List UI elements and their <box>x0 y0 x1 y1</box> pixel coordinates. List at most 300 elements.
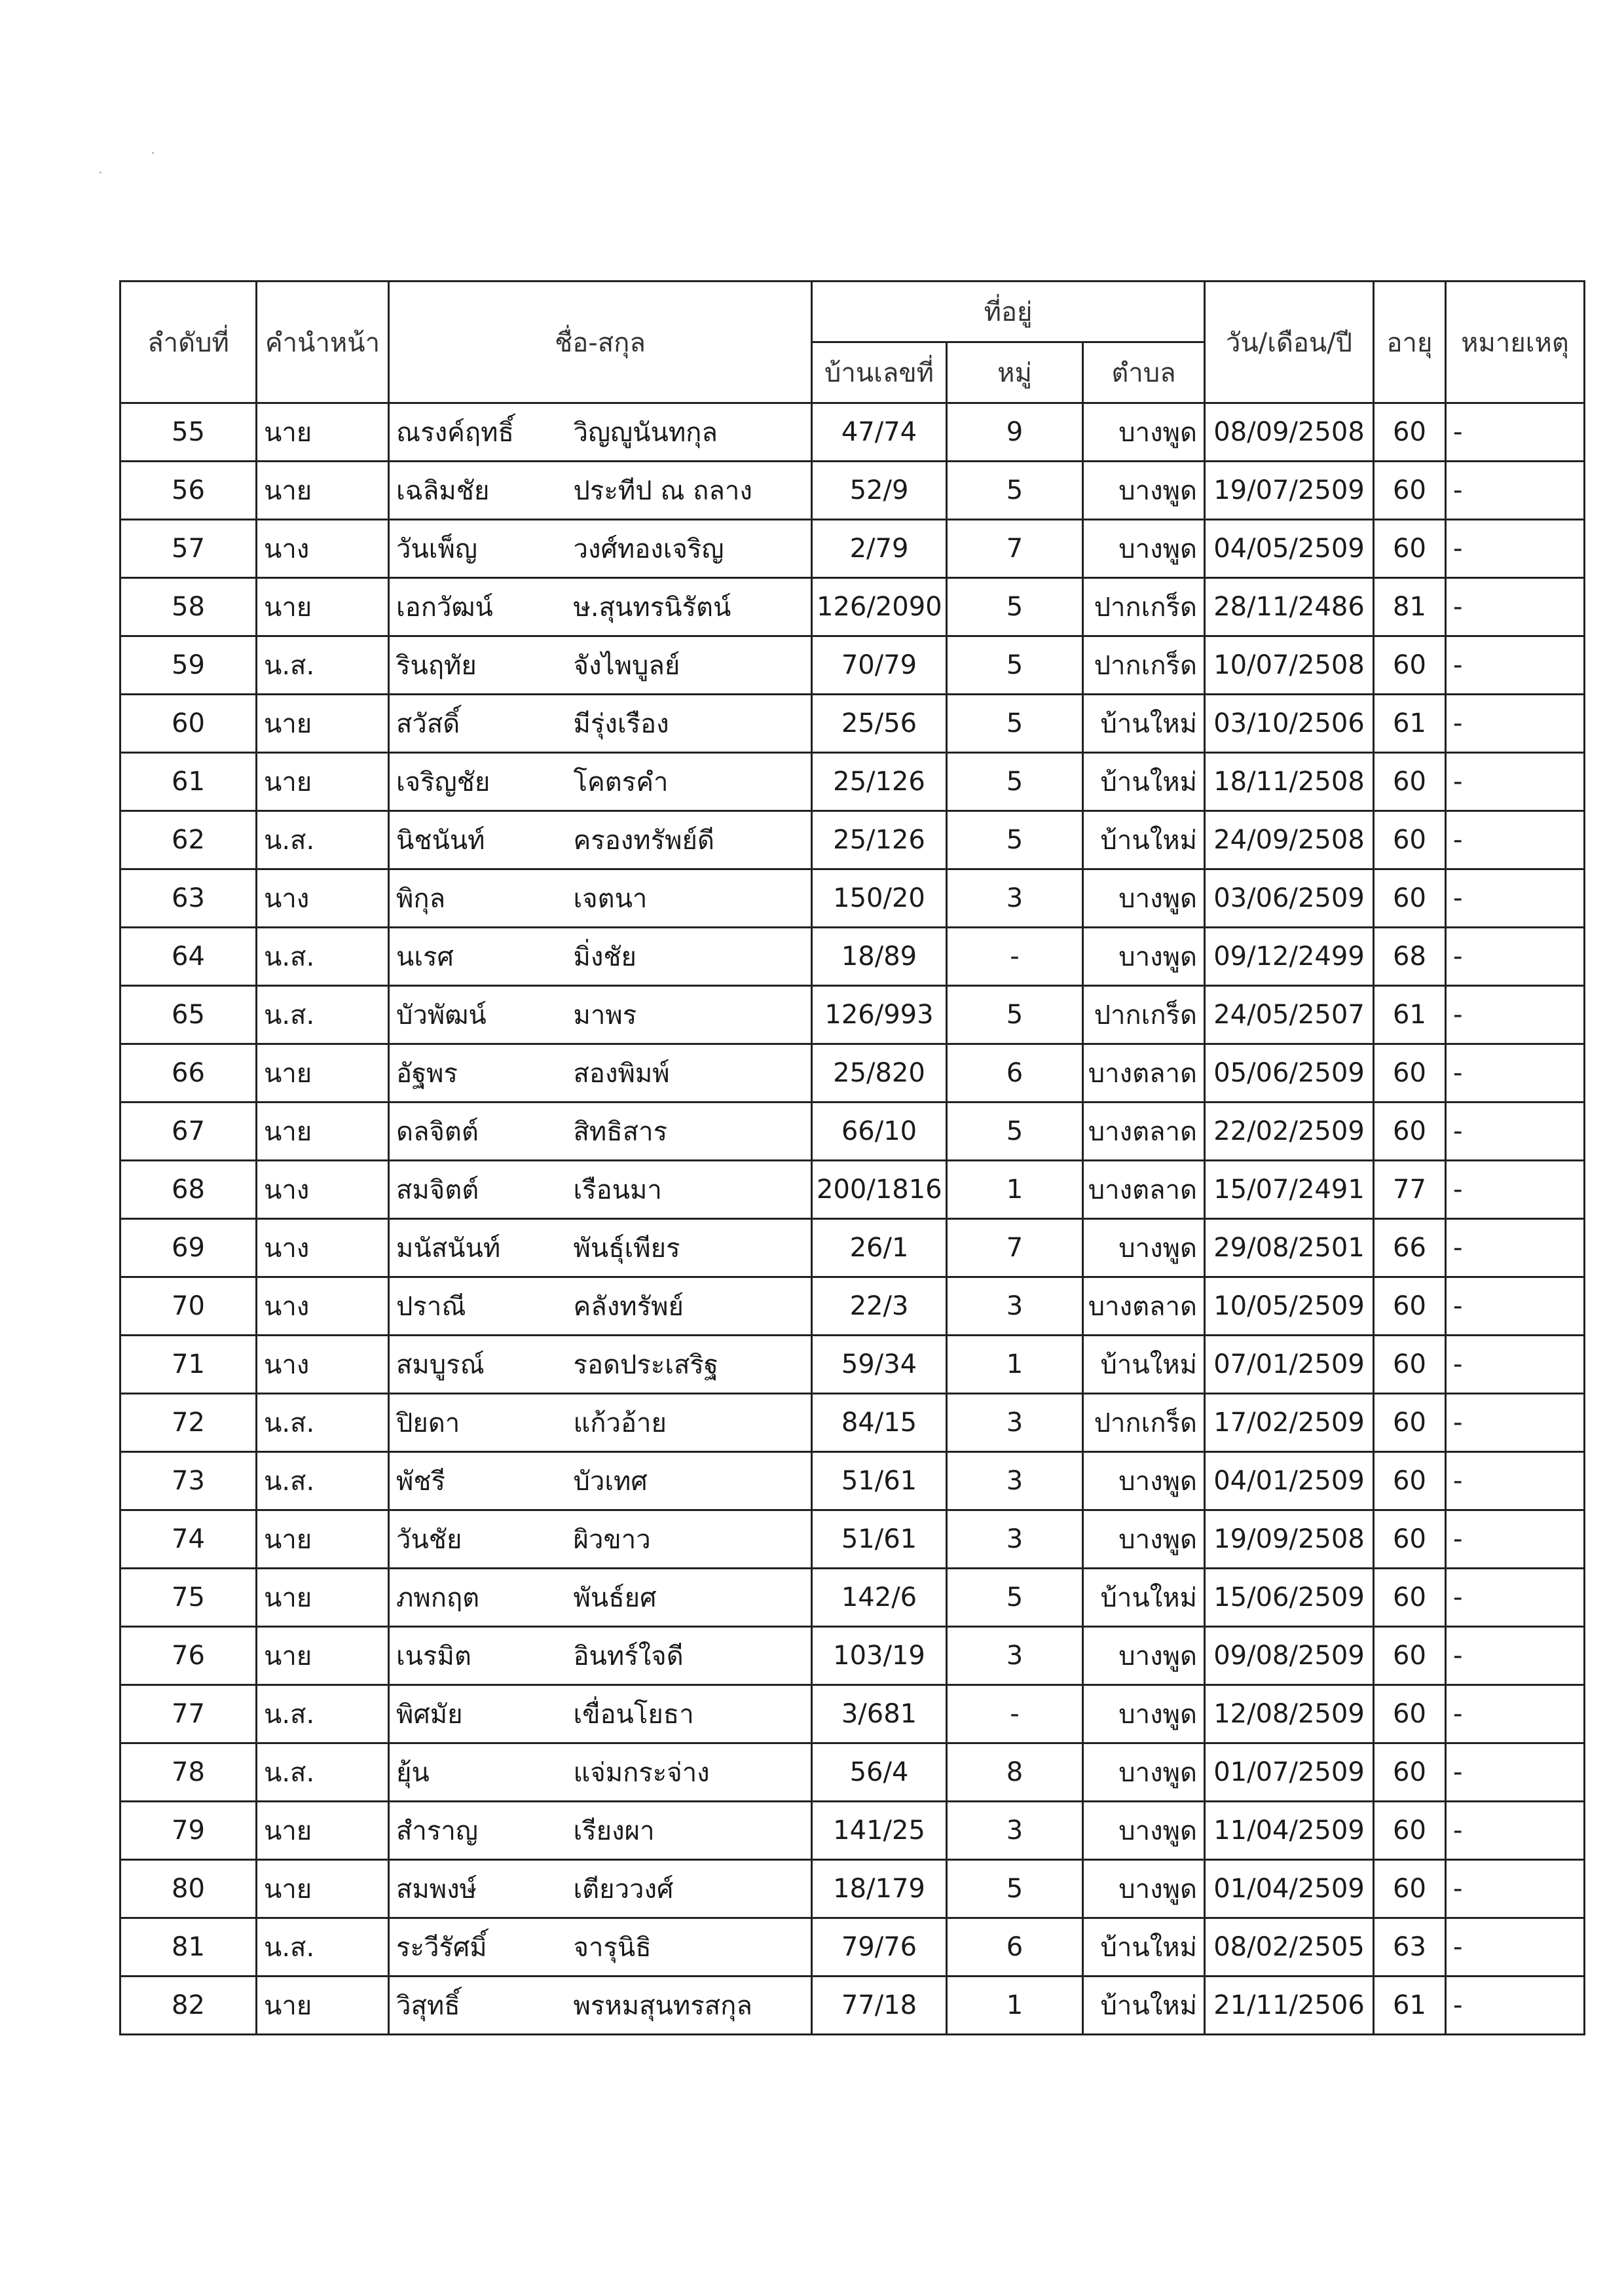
cell-remark: - <box>1446 1977 1585 2035</box>
cell-moo: 3 <box>947 1394 1083 1452</box>
cell-no: 56 <box>120 462 257 520</box>
cell-house-no: 25/56 <box>812 695 947 753</box>
cell-dob: 15/06/2509 <box>1205 1569 1374 1627</box>
cell-first-name: อัฐพร <box>389 1044 567 1102</box>
cell-age: 60 <box>1374 1860 1446 1918</box>
cell-title: นาย <box>257 1627 389 1685</box>
cell-last-name: ผิวขาว <box>567 1510 812 1569</box>
cell-moo: 3 <box>947 1802 1083 1860</box>
cell-house-no: 22/3 <box>812 1277 947 1336</box>
cell-no: 77 <box>120 1685 257 1743</box>
cell-first-name: ยุ้น <box>389 1743 567 1802</box>
cell-moo: 5 <box>947 1102 1083 1161</box>
cell-last-name: ษ.สุนทรนิรัตน์ <box>567 578 812 636</box>
cell-tambon: บ้านใหม่ <box>1083 1918 1205 1977</box>
table-row <box>120 1569 1585 1627</box>
table-row <box>120 636 1585 695</box>
cell-moo: 6 <box>947 1918 1083 1977</box>
cell-last-name: วิญญูนันทกุล <box>567 403 812 462</box>
cell-title: น.ส. <box>257 986 389 1044</box>
cell-first-name: สมบูรณ์ <box>389 1336 567 1394</box>
cell-moo: 3 <box>947 1452 1083 1510</box>
cell-dob: 19/07/2509 <box>1205 462 1374 520</box>
cell-tambon: ปากเกร็ด <box>1083 986 1205 1044</box>
cell-house-no: 77/18 <box>812 1977 947 2035</box>
cell-age: 60 <box>1374 1569 1446 1627</box>
cell-dob: 12/08/2509 <box>1205 1685 1374 1743</box>
cell-no: 72 <box>120 1394 257 1452</box>
cell-last-name: แจ่มกระจ่าง <box>567 1743 812 1802</box>
cell-last-name: แก้วอ้าย <box>567 1394 812 1452</box>
cell-dob: 01/07/2509 <box>1205 1743 1374 1802</box>
header-address: ที่อยู่ <box>812 282 1205 342</box>
cell-remark: - <box>1446 1044 1585 1102</box>
cell-tambon: ปากเกร็ด <box>1083 578 1205 636</box>
cell-no: 70 <box>120 1277 257 1336</box>
cell-no: 73 <box>120 1452 257 1510</box>
cell-house-no: 84/15 <box>812 1394 947 1452</box>
cell-moo: 1 <box>947 1977 1083 2035</box>
cell-dob: 18/11/2508 <box>1205 753 1374 811</box>
cell-tambon: บางพูด <box>1083 1510 1205 1569</box>
cell-title: นาย <box>257 578 389 636</box>
cell-last-name: มิ่งชัย <box>567 928 812 986</box>
cell-last-name: เขื่อนโยธา <box>567 1685 812 1743</box>
cell-no: 74 <box>120 1510 257 1569</box>
cell-no: 57 <box>120 520 257 578</box>
cell-no: 59 <box>120 636 257 695</box>
table-row <box>120 1510 1585 1569</box>
table-row <box>120 1627 1585 1685</box>
cell-first-name: ปิยดา <box>389 1394 567 1452</box>
cell-remark: - <box>1446 695 1585 753</box>
cell-moo: 5 <box>947 986 1083 1044</box>
cell-last-name: จังไพบูลย์ <box>567 636 812 695</box>
cell-remark: - <box>1446 462 1585 520</box>
cell-no: 55 <box>120 403 257 462</box>
cell-dob: 28/11/2486 <box>1205 578 1374 636</box>
cell-first-name: เอกวัฒน์ <box>389 578 567 636</box>
cell-house-no: 126/993 <box>812 986 947 1044</box>
cell-age: 60 <box>1374 1510 1446 1569</box>
cell-age: 61 <box>1374 1977 1446 2035</box>
cell-house-no: 141/25 <box>812 1802 947 1860</box>
cell-age: 60 <box>1374 1336 1446 1394</box>
cell-dob: 07/01/2509 <box>1205 1336 1374 1394</box>
cell-last-name: สองพิมพ์ <box>567 1044 812 1102</box>
cell-remark: - <box>1446 986 1585 1044</box>
cell-remark: - <box>1446 1161 1585 1219</box>
cell-title: น.ส. <box>257 928 389 986</box>
table-row <box>120 520 1585 578</box>
cell-no: 61 <box>120 753 257 811</box>
cell-last-name: รอดประเสริฐ <box>567 1336 812 1394</box>
cell-last-name: วงศ์ทองเจริญ <box>567 520 812 578</box>
cell-first-name: สวัสดิ์ <box>389 695 567 753</box>
header-title: คำนำหน้า <box>257 282 389 403</box>
cell-age: 60 <box>1374 1743 1446 1802</box>
cell-house-no: 47/74 <box>812 403 947 462</box>
cell-first-name: สมพงษ์ <box>389 1860 567 1918</box>
cell-dob: 04/01/2509 <box>1205 1452 1374 1510</box>
cell-title: นาย <box>257 1569 389 1627</box>
cell-age: 60 <box>1374 1802 1446 1860</box>
cell-remark: - <box>1446 1102 1585 1161</box>
cell-dob: 10/07/2508 <box>1205 636 1374 695</box>
cell-house-no: 52/9 <box>812 462 947 520</box>
cell-moo: - <box>947 1685 1083 1743</box>
cell-dob: 24/05/2507 <box>1205 986 1374 1044</box>
cell-age: 60 <box>1374 520 1446 578</box>
table-row <box>120 1685 1585 1743</box>
cell-last-name: ประทีป ณ ถลาง <box>567 462 812 520</box>
cell-title: น.ส. <box>257 1743 389 1802</box>
cell-dob: 03/06/2509 <box>1205 869 1374 928</box>
table-row <box>120 1743 1585 1802</box>
cell-age: 60 <box>1374 869 1446 928</box>
cell-first-name: วิสุทธิ์ <box>389 1977 567 2035</box>
cell-no: 67 <box>120 1102 257 1161</box>
header-dob: วัน/เดือน/ปี <box>1205 282 1374 403</box>
cell-title: นาง <box>257 1336 389 1394</box>
cell-moo: 1 <box>947 1336 1083 1394</box>
table-row <box>120 1336 1585 1394</box>
cell-tambon: บางพูด <box>1083 1743 1205 1802</box>
scan-speck <box>100 172 101 173</box>
cell-age: 60 <box>1374 462 1446 520</box>
cell-remark: - <box>1446 1685 1585 1743</box>
cell-remark: - <box>1446 1277 1585 1336</box>
cell-dob: 09/08/2509 <box>1205 1627 1374 1685</box>
cell-first-name: ดลจิตต์ <box>389 1102 567 1161</box>
cell-age: 61 <box>1374 986 1446 1044</box>
cell-moo: 3 <box>947 869 1083 928</box>
cell-first-name: นเรศ <box>389 928 567 986</box>
cell-title: น.ส. <box>257 636 389 695</box>
cell-no: 79 <box>120 1802 257 1860</box>
table-row <box>120 1452 1585 1510</box>
cell-no: 76 <box>120 1627 257 1685</box>
cell-title: น.ส. <box>257 1685 389 1743</box>
cell-first-name: สำราญ <box>389 1802 567 1860</box>
cell-house-no: 51/61 <box>812 1510 947 1569</box>
cell-dob: 03/10/2506 <box>1205 695 1374 753</box>
cell-first-name: ณรงค์ฤทธิ์ <box>389 403 567 462</box>
cell-remark: - <box>1446 1918 1585 1977</box>
header-moo: หมู่ <box>947 342 1083 403</box>
cell-age: 60 <box>1374 1102 1446 1161</box>
cell-remark: - <box>1446 1569 1585 1627</box>
cell-last-name: โคตรคำ <box>567 753 812 811</box>
table-body <box>120 403 1585 2035</box>
cell-tambon: บางตลาด <box>1083 1102 1205 1161</box>
cell-title: น.ส. <box>257 1918 389 1977</box>
table-header <box>120 282 1585 403</box>
cell-tambon: บ้านใหม่ <box>1083 1336 1205 1394</box>
cell-last-name: เรือนมา <box>567 1161 812 1219</box>
cell-title: นาย <box>257 1102 389 1161</box>
cell-last-name: มาพร <box>567 986 812 1044</box>
cell-no: 78 <box>120 1743 257 1802</box>
cell-last-name: เตียววงศ์ <box>567 1860 812 1918</box>
cell-dob: 08/02/2505 <box>1205 1918 1374 1977</box>
cell-age: 66 <box>1374 1219 1446 1277</box>
cell-dob: 17/02/2509 <box>1205 1394 1374 1452</box>
cell-house-no: 142/6 <box>812 1569 947 1627</box>
table-row <box>120 928 1585 986</box>
cell-title: นาง <box>257 520 389 578</box>
cell-moo: 7 <box>947 520 1083 578</box>
cell-age: 81 <box>1374 578 1446 636</box>
cell-house-no: 51/61 <box>812 1452 947 1510</box>
cell-dob: 22/02/2509 <box>1205 1102 1374 1161</box>
roster-table <box>119 280 1585 2035</box>
cell-dob: 10/05/2509 <box>1205 1277 1374 1336</box>
cell-first-name: พิกุล <box>389 869 567 928</box>
cell-tambon: บางพูด <box>1083 869 1205 928</box>
cell-age: 60 <box>1374 1394 1446 1452</box>
cell-remark: - <box>1446 1627 1585 1685</box>
cell-title: นาย <box>257 1510 389 1569</box>
cell-moo: 5 <box>947 811 1083 869</box>
cell-first-name: สมจิตต์ <box>389 1161 567 1219</box>
cell-title: นาย <box>257 1860 389 1918</box>
cell-tambon: บางพูด <box>1083 1219 1205 1277</box>
table-row <box>120 695 1585 753</box>
cell-moo: 8 <box>947 1743 1083 1802</box>
cell-house-no: 126/2090 <box>812 578 947 636</box>
cell-remark: - <box>1446 1743 1585 1802</box>
cell-dob: 29/08/2501 <box>1205 1219 1374 1277</box>
cell-tambon: บางตลาด <box>1083 1277 1205 1336</box>
cell-tambon: บางพูด <box>1083 520 1205 578</box>
header-remark: หมายเหตุ <box>1446 282 1585 403</box>
cell-last-name: บัวเทศ <box>567 1452 812 1510</box>
cell-house-no: 25/820 <box>812 1044 947 1102</box>
cell-house-no: 25/126 <box>812 811 947 869</box>
cell-dob: 11/04/2509 <box>1205 1802 1374 1860</box>
cell-house-no: 25/126 <box>812 753 947 811</box>
cell-age: 61 <box>1374 695 1446 753</box>
cell-remark: - <box>1446 1336 1585 1394</box>
cell-tambon: บ้านใหม่ <box>1083 1977 1205 2035</box>
table-row <box>120 753 1585 811</box>
cell-dob: 04/05/2509 <box>1205 520 1374 578</box>
cell-first-name: มนัสนันท์ <box>389 1219 567 1277</box>
cell-title: นาง <box>257 1219 389 1277</box>
cell-dob: 24/09/2508 <box>1205 811 1374 869</box>
cell-last-name: พรหมสุนทรสกุล <box>567 1977 812 2035</box>
cell-house-no: 150/20 <box>812 869 947 928</box>
cell-title: นาย <box>257 403 389 462</box>
cell-remark: - <box>1446 1802 1585 1860</box>
cell-remark: - <box>1446 578 1585 636</box>
cell-last-name: จารุนิธิ <box>567 1918 812 1977</box>
cell-no: 68 <box>120 1161 257 1219</box>
cell-title: นาย <box>257 1802 389 1860</box>
cell-title: นาย <box>257 695 389 753</box>
cell-tambon: บางพูด <box>1083 1452 1205 1510</box>
cell-house-no: 200/1816 <box>812 1161 947 1219</box>
table-row <box>120 1044 1585 1102</box>
cell-title: น.ส. <box>257 811 389 869</box>
table-row <box>120 1161 1585 1219</box>
cell-no: 65 <box>120 986 257 1044</box>
cell-remark: - <box>1446 1510 1585 1569</box>
cell-first-name: เนรมิต <box>389 1627 567 1685</box>
cell-remark: - <box>1446 520 1585 578</box>
cell-moo: 5 <box>947 462 1083 520</box>
cell-moo: 3 <box>947 1510 1083 1569</box>
cell-no: 63 <box>120 869 257 928</box>
cell-first-name: วันเพ็ญ <box>389 520 567 578</box>
cell-last-name: เจตนา <box>567 869 812 928</box>
cell-remark: - <box>1446 403 1585 462</box>
cell-tambon: บ้านใหม่ <box>1083 811 1205 869</box>
table-row <box>120 1977 1585 2035</box>
header-tambon: ตำบล <box>1083 342 1205 403</box>
cell-house-no: 79/76 <box>812 1918 947 1977</box>
cell-moo: 5 <box>947 636 1083 695</box>
cell-tambon: บางตลาด <box>1083 1161 1205 1219</box>
cell-last-name: มีรุ่งเรือง <box>567 695 812 753</box>
cell-title: น.ส. <box>257 1394 389 1452</box>
header-no: ลำดับที่ <box>120 282 257 403</box>
cell-first-name: เฉลิมชัย <box>389 462 567 520</box>
cell-remark: - <box>1446 636 1585 695</box>
cell-age: 60 <box>1374 1277 1446 1336</box>
cell-title: นาย <box>257 753 389 811</box>
table-row <box>120 869 1585 928</box>
cell-house-no: 70/79 <box>812 636 947 695</box>
cell-no: 62 <box>120 811 257 869</box>
cell-title: น.ส. <box>257 1452 389 1510</box>
cell-no: 82 <box>120 1977 257 2035</box>
cell-title: นาง <box>257 1277 389 1336</box>
cell-remark: - <box>1446 869 1585 928</box>
cell-house-no: 3/681 <box>812 1685 947 1743</box>
cell-no: 71 <box>120 1336 257 1394</box>
cell-moo: 5 <box>947 1569 1083 1627</box>
cell-age: 60 <box>1374 1685 1446 1743</box>
header-age: อายุ <box>1374 282 1446 403</box>
cell-tambon: บ้านใหม่ <box>1083 695 1205 753</box>
cell-last-name: พันธุ์เพียร <box>567 1219 812 1277</box>
cell-no: 66 <box>120 1044 257 1102</box>
cell-moo: 6 <box>947 1044 1083 1102</box>
cell-no: 60 <box>120 695 257 753</box>
cell-tambon: บางพูด <box>1083 403 1205 462</box>
cell-last-name: ครองทรัพย์ดี <box>567 811 812 869</box>
cell-moo: 7 <box>947 1219 1083 1277</box>
cell-house-no: 18/179 <box>812 1860 947 1918</box>
cell-remark: - <box>1446 928 1585 986</box>
cell-moo: 9 <box>947 403 1083 462</box>
cell-last-name: อินทร์ใจดี <box>567 1627 812 1685</box>
cell-dob: 01/04/2509 <box>1205 1860 1374 1918</box>
cell-dob: 09/12/2499 <box>1205 928 1374 986</box>
cell-tambon: บางพูด <box>1083 1802 1205 1860</box>
table-row <box>120 1277 1585 1336</box>
cell-remark: - <box>1446 1394 1585 1452</box>
cell-house-no: 59/34 <box>812 1336 947 1394</box>
cell-last-name: สิทธิสาร <box>567 1102 812 1161</box>
cell-moo: 5 <box>947 1860 1083 1918</box>
table-row <box>120 1802 1585 1860</box>
cell-age: 60 <box>1374 403 1446 462</box>
cell-tambon: ปากเกร็ด <box>1083 1394 1205 1452</box>
cell-house-no: 66/10 <box>812 1102 947 1161</box>
cell-moo: 3 <box>947 1627 1083 1685</box>
cell-first-name: ระวีรัศมิ์ <box>389 1918 567 1977</box>
cell-house-no: 103/19 <box>812 1627 947 1685</box>
cell-title: นาง <box>257 1161 389 1219</box>
table-row <box>120 1918 1585 1977</box>
cell-no: 75 <box>120 1569 257 1627</box>
cell-first-name: เจริญชัย <box>389 753 567 811</box>
header-name: ชื่อ-สกุล <box>389 282 812 403</box>
cell-no: 64 <box>120 928 257 986</box>
cell-age: 60 <box>1374 1044 1446 1102</box>
cell-house-no: 2/79 <box>812 520 947 578</box>
cell-dob: 21/11/2506 <box>1205 1977 1374 2035</box>
cell-remark: - <box>1446 1452 1585 1510</box>
cell-last-name: คลังทรัพย์ <box>567 1277 812 1336</box>
table-row <box>120 1102 1585 1161</box>
cell-no: 81 <box>120 1918 257 1977</box>
cell-title: นาย <box>257 1044 389 1102</box>
cell-age: 60 <box>1374 1452 1446 1510</box>
cell-age: 60 <box>1374 1627 1446 1685</box>
table-row <box>120 986 1585 1044</box>
cell-last-name: พันธ์ยศ <box>567 1569 812 1627</box>
cell-age: 60 <box>1374 753 1446 811</box>
cell-last-name: เรียงผา <box>567 1802 812 1860</box>
cell-tambon: บางพูด <box>1083 928 1205 986</box>
cell-no: 58 <box>120 578 257 636</box>
cell-remark: - <box>1446 1860 1585 1918</box>
cell-first-name: รินฤทัย <box>389 636 567 695</box>
cell-first-name: ภพกฤต <box>389 1569 567 1627</box>
cell-remark: - <box>1446 753 1585 811</box>
cell-moo: - <box>947 928 1083 986</box>
header-house-no: บ้านเลขที่ <box>812 342 947 403</box>
table-row <box>120 1394 1585 1452</box>
cell-moo: 5 <box>947 753 1083 811</box>
cell-tambon: บ้านใหม่ <box>1083 1569 1205 1627</box>
cell-tambon: บางพูด <box>1083 462 1205 520</box>
cell-remark: - <box>1446 1219 1585 1277</box>
cell-title: นาย <box>257 1977 389 2035</box>
cell-title: นาย <box>257 462 389 520</box>
cell-age: 63 <box>1374 1918 1446 1977</box>
cell-title: นาง <box>257 869 389 928</box>
cell-dob: 05/06/2509 <box>1205 1044 1374 1102</box>
cell-dob: 08/09/2508 <box>1205 403 1374 462</box>
table-row <box>120 1219 1585 1277</box>
cell-age: 60 <box>1374 636 1446 695</box>
cell-tambon: บางตลาด <box>1083 1044 1205 1102</box>
cell-dob: 19/09/2508 <box>1205 1510 1374 1569</box>
cell-first-name: พิศมัย <box>389 1685 567 1743</box>
cell-first-name: บัวพัฒน์ <box>389 986 567 1044</box>
cell-remark: - <box>1446 811 1585 869</box>
table-row <box>120 462 1585 520</box>
scan-speck <box>152 152 154 154</box>
table-row <box>120 811 1585 869</box>
cell-no: 69 <box>120 1219 257 1277</box>
cell-first-name: นิชนันท์ <box>389 811 567 869</box>
